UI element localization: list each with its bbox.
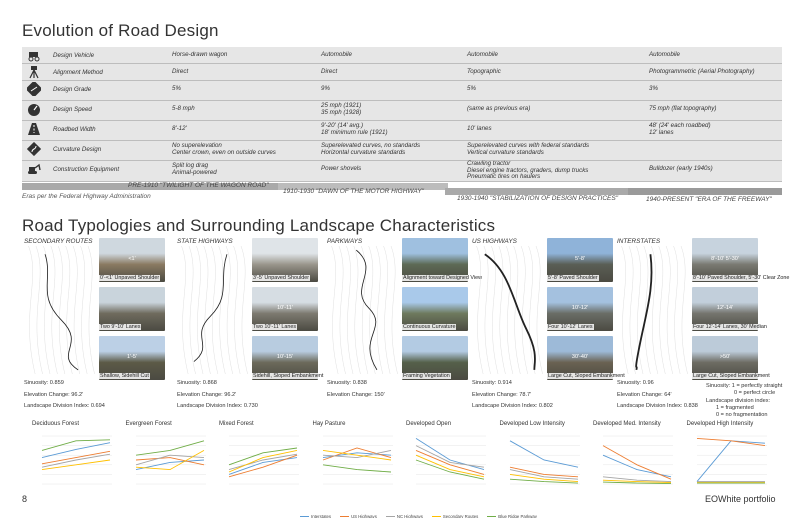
- road-design-table: [22, 47, 782, 182]
- photo-caption: 5'-8' Paved Shoulder: [548, 275, 598, 281]
- chart-series-line: [510, 441, 578, 467]
- photo-measure-label: 5'-8': [574, 256, 586, 262]
- curve-sign-icon: [27, 142, 41, 156]
- photo-measure-label: >50': [719, 354, 731, 360]
- row-label: Alignment Method: [53, 69, 103, 76]
- table-cell: No superelevation Center crown, even on outside curves: [172, 142, 276, 156]
- table-cell: 75 mph (flat topography): [649, 105, 717, 112]
- landcover-line-chart: [689, 432, 769, 490]
- table-row: [22, 81, 782, 101]
- chart-series-line: [229, 455, 297, 477]
- excavator-icon: [27, 162, 41, 176]
- typology-stats: Sinuosity: 0.868 Elevation Change: 96.2' Landscape Division Index: 0.730: [177, 380, 258, 409]
- chart-series-line: [510, 474, 578, 481]
- photo-measure-label: 10'-15': [276, 354, 294, 360]
- chart-series-line: [136, 450, 204, 469]
- photo-caption: Shallow, Sidehill Cut: [100, 373, 149, 379]
- table-cell: Automobile: [321, 51, 352, 58]
- legend-label: US Highways: [351, 513, 377, 518]
- legend-item: [386, 514, 423, 518]
- legend-item: [300, 514, 331, 518]
- era-bar-3: [445, 188, 633, 195]
- brand-footer: EOWhite portfolio: [705, 494, 776, 504]
- photo-caption: Sidehill, Sloped Embankment: [253, 373, 324, 379]
- era-label-1: PRE-1910 "TWILIGHT OF THE WAGON ROAD": [128, 182, 269, 189]
- chart-title: Mixed Forest: [219, 421, 254, 427]
- table-cell: Horse-drawn wagon: [172, 51, 228, 58]
- chart-title: Developed Open: [406, 421, 452, 427]
- legend-label: Interstates: [311, 513, 332, 518]
- road-alignment-map: [325, 246, 400, 374]
- table-cell: 5%: [467, 85, 476, 92]
- landcover-line-chart: [221, 432, 301, 490]
- chart-title: Developed High Intensity: [686, 421, 754, 427]
- legend-item: [432, 514, 478, 518]
- chart-series-line: [323, 465, 391, 472]
- page-number: 8: [22, 494, 28, 504]
- table-cell: Bulldozer (early 1940s): [649, 165, 713, 172]
- table-cell: 5%: [172, 85, 181, 92]
- typology-heading: PARKWAYS: [327, 238, 363, 245]
- photo-caption: Large Cut, Sloped Embankment: [548, 373, 625, 379]
- chart-legend: [300, 504, 580, 518]
- legend-swatch: [300, 516, 309, 517]
- table-cell: Direct: [321, 68, 338, 75]
- photo-measure-label: 30'-40': [571, 354, 589, 360]
- table-row: [22, 141, 782, 161]
- legend-item: [487, 514, 537, 518]
- typology-stats: Sinuosity: 0.838 Elevation Change: 150': [327, 380, 385, 398]
- photo-caption: Alignment toward Designed View: [403, 275, 483, 281]
- legend-item: [340, 514, 377, 518]
- landcover-line-chart: [595, 432, 675, 490]
- table-cell: Superelevated curves with federal standards Vertical curvature standards: [467, 142, 590, 156]
- photo-caption: 8'-10' Paved Shoulder, 5'-30' Clear Zone: [693, 275, 790, 281]
- table-cell: 25 mph (1921) 35 mph (1928): [321, 102, 362, 116]
- photo-caption: Four 10'-12' Lanes: [548, 324, 593, 330]
- typology-heading: INTERSTATES: [617, 238, 661, 245]
- table-cell: Superelevated curves, no standards Horizontal curvature standards: [321, 142, 421, 156]
- road-width-icon: [27, 122, 41, 136]
- typology-heading: SECONDARY ROUTES: [24, 238, 93, 245]
- era-bar-4: [628, 188, 782, 195]
- legend-swatch: [386, 516, 395, 517]
- table-cell: (same as previous era): [467, 105, 531, 112]
- photo-caption: Two 10'-11' Lanes: [253, 324, 297, 330]
- chart-series-line: [42, 451, 110, 463]
- landcover-line-chart: [315, 432, 395, 490]
- era-label-4: 1940-PRESENT "ERA OF THE FREEWAY": [646, 196, 772, 203]
- road-alignment-map: [615, 246, 690, 374]
- chart-title: Hay Pasture: [312, 421, 346, 427]
- row-label: Roadbed Width: [53, 126, 96, 133]
- road-alignment-map: [22, 246, 97, 374]
- row-label: Curvature Design: [53, 146, 102, 153]
- legend-label: Secondary Routes: [442, 513, 479, 518]
- table-cell: Automobile: [467, 51, 498, 58]
- table-cell: 9'-20' (14' avg.) 18' minimum rule (1921): [321, 122, 388, 136]
- table-cell: 8'-12': [172, 125, 187, 132]
- photo-caption: Continuous Curvature: [403, 324, 456, 330]
- photo-caption: Two 9'-10' Lanes: [100, 324, 141, 330]
- table-cell: 48' (24' each roadbed) 12' lanes: [649, 122, 711, 136]
- speedometer-icon: [27, 102, 41, 116]
- table-cell: Photogrammetric (Aerial Photography): [649, 68, 755, 75]
- section-title: Road Typologies and Surrounding Landscape Characteristics: [22, 216, 496, 235]
- photo-measure-label: 10'-11': [277, 305, 293, 311]
- legend-label: Blue Ridge Parkway: [498, 513, 537, 518]
- table-cell: Direct: [172, 68, 189, 75]
- chart-series-line: [603, 455, 671, 477]
- chart-series-line: [697, 441, 765, 482]
- photo-caption: Four 12'-14' Lanes, 30' Median: [693, 324, 767, 330]
- sinuosity-note: Sinuosity: 1 = perfectly straight 0 = perfect circle: [706, 383, 783, 396]
- table-cell: Topographic: [467, 68, 501, 75]
- table-cell: 10' lanes: [467, 125, 492, 132]
- table-row: [22, 161, 782, 182]
- era-source: Eras per the Federal Highway Administration: [22, 193, 151, 200]
- table-cell: Automobile: [649, 51, 680, 58]
- chart-series-line: [136, 441, 204, 455]
- chart-series-line: [697, 438, 765, 445]
- legend-swatch: [487, 516, 496, 517]
- landcover-line-chart: [408, 432, 488, 490]
- table-cell: 9%: [321, 85, 330, 92]
- table-cell: 3%: [649, 85, 658, 92]
- photo-measure-label: 8'-10' 5'-30': [711, 256, 739, 262]
- typology-heading: US HIGHWAYS: [472, 238, 517, 245]
- row-label: Construction Equipment: [53, 166, 120, 173]
- landcover-line-chart: [34, 432, 114, 490]
- table-cell: 5-8 mph: [172, 105, 195, 112]
- chart-title: Developed Med. Intensity: [593, 421, 661, 427]
- table-row: [22, 64, 782, 81]
- photo-caption: Large Cut, Sloped Embankment: [693, 373, 770, 379]
- chart-title: Deciduous Forest: [32, 421, 80, 427]
- wagon-icon: [27, 48, 41, 62]
- ldi-note: Landscape division index: 1 = fragmented 0 = no fragmentation: [706, 398, 771, 418]
- photo-caption: Framing Vegetation: [403, 373, 450, 379]
- page-title: Evolution of Road Design: [22, 21, 219, 40]
- photo-measure-label: 12'-14': [716, 305, 734, 311]
- legend-label: NC Highways: [396, 513, 423, 518]
- table-row: [22, 101, 782, 121]
- typology-stats: Sinuosity: 0.859 Elevation Change: 96.2' Landscape Division Index: 0.694: [24, 380, 105, 409]
- landcover-line-chart: [128, 432, 208, 490]
- typology-stats: Sinuosity: 0.914 Elevation Change: 78.7' Landscape Division Index: 0.802: [472, 380, 553, 409]
- photo-measure-label: 10'-12': [571, 305, 589, 311]
- photo-caption: 3'-5' Unpaved Shoulder: [253, 275, 310, 281]
- era-label-3: 1930-1940 "STABILIZATION OF DESIGN PRACTICES": [457, 195, 619, 202]
- row-label: Design Speed: [53, 106, 92, 113]
- chart-series-line: [136, 458, 204, 465]
- photo-measure-label: 1'-5': [126, 354, 138, 360]
- typology-stats: Sinuosity: 0.96 Elevation Change: 64' Landscape Division Index: 0.838: [617, 380, 698, 409]
- row-label: Design Vehicle: [53, 52, 95, 59]
- table-cell: Crawling tractor Diesel engine tractors, graders, dump trucks Pneumatic tires on haulers: [467, 160, 589, 180]
- legend-swatch: [340, 516, 349, 517]
- table-cell: Power shovels: [321, 165, 362, 172]
- era-label-2: 1910-1930 "DAWN OF THE MOTOR HIGHWAY": [283, 188, 424, 195]
- grade-icon: [27, 82, 41, 96]
- chart-title: Evergreen Forest: [125, 421, 172, 427]
- row-label: Design Grade: [53, 86, 92, 93]
- photo-measure-label: <1': [128, 256, 136, 262]
- legend-swatch: [432, 516, 441, 517]
- table-row: [22, 121, 782, 141]
- chart-title: Developed Low Intensity: [499, 421, 565, 427]
- table-row: [22, 47, 782, 64]
- landcover-line-chart: [502, 432, 582, 490]
- table-cell: Split log drag Animal-powered: [172, 162, 217, 176]
- photo-caption: 0'-<1' Unpaved Shoulder: [100, 275, 160, 281]
- typology-heading: STATE HIGHWAYS: [177, 238, 233, 245]
- road-alignment-map: [175, 246, 250, 374]
- tripod-icon: [27, 65, 41, 79]
- chart-series-line: [42, 454, 110, 467]
- road-alignment-map: [470, 246, 545, 374]
